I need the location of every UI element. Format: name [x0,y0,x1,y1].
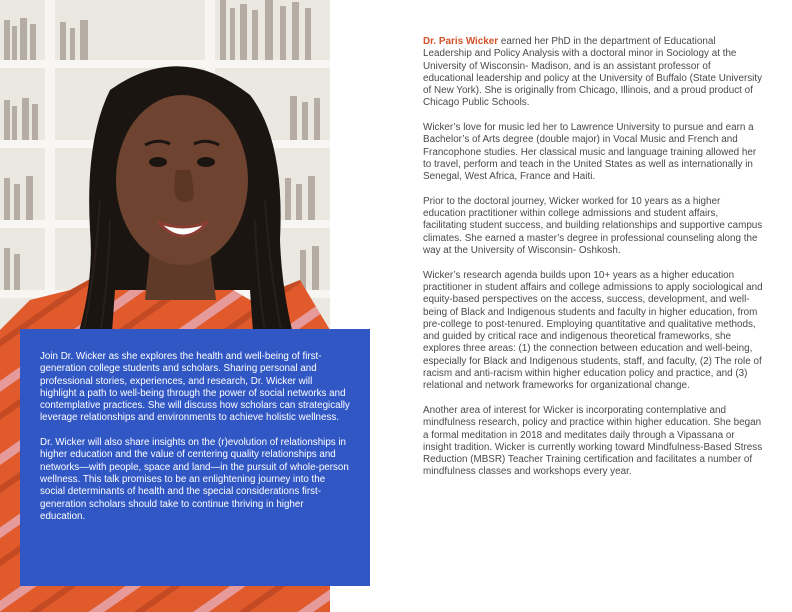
talk-description-box [20,329,370,586]
bio-paragraph-4: Wicker’s research agenda builds upon 10+ years as a higher education practitioner in student affairs and college admissions to apply sociological and equity-based perspectives on the access, success, development, and well-being of Black and Indigenous students and faculty in higher education, from pre-college to post-tenured. Employing quantitative and qualitative methods, and guided by critical race and indigenous theoretical frameworks, she explores three areas: (1) the connection between education and well-being, especially for Black and Indigenous students, staff, and faculty, (2) The role of racism and anti-racism within higher education policy and practice, and (3) relational and network frameworks for organizational change. [423,269,763,392]
right-eye [197,157,215,167]
bio-paragraph-3: Prior to the doctoral journey, Wicker worked for 10 years as a higher education practitioner within college admissions and student affairs, facilitating student success, and building relationships and supportive campus climates. She earned a master’s degree in professional counseling along the way at the University of Wisconsin- Oshkosh. [423,195,763,257]
talk-description-paragraph-1: Join Dr. Wicker as she explores the health and well-being of first-generation college students and scholars. Sharing personal and professional stories, experiences, and research, Dr. Wicker will highlight a path to well-being through the power of social networks and contemplative practices. She will discuss how scholars can strategically leverage relationships and environments to achieve holistic wellness. [40,351,350,424]
talk-description-paragraph-2: Dr. Wicker will also share insights on the (r)evolution of relationships in higher education and the value of centering quality relationships and networks—with people, space and land—in the pursuit of whole-person wellness. This talk promises to be an enlightening journey into the social determinants of health and the special considerations first-generation scholars should take to continue thriving in higher education. [40,437,349,522]
nose [174,170,193,202]
speaker-biography [423,36,763,491]
bio-paragraph-5: Another area of interest for Wicker is incorporating contemplative and mindfulness research, policy and practice within higher education. She began a formal meditation in 2018 and meditates daily through a Vipassana or insight tradition. Wicker is currently working toward Mindfulness-Based Stress Reduction (MBSR) Teacher Training certification and facilitates a number of mindfulness classes and workshops every year. [423,404,763,478]
bio-paragraph-1-text: earned her PhD in the department of Educational Leadership and Policy Analysis with a doctoral minor in Sociology at the University of Wisconsin- Madison, and is an assistant professor of educational leadership and policy at the University of Buffalo (State University of New York). She is originally from Chicago, Illinois, and a proud product of Chicago Public Schools. [423,36,763,109]
bio-paragraph-1 [423,36,763,110]
speaker-name: Dr. Paris Wicker [423,36,499,47]
bio-paragraph-2: Wicker’s love for music led her to Lawrence University to pursue and earn a Bachelor’s of Arts degree (double major) in Vocal Music and French and Francophone studies. Her classical music and language training allowed her to travel, perform and teach in the United States as well as internationally in Senegal, West Africa, France and Haiti. [423,122,757,183]
left-eye [149,157,167,167]
